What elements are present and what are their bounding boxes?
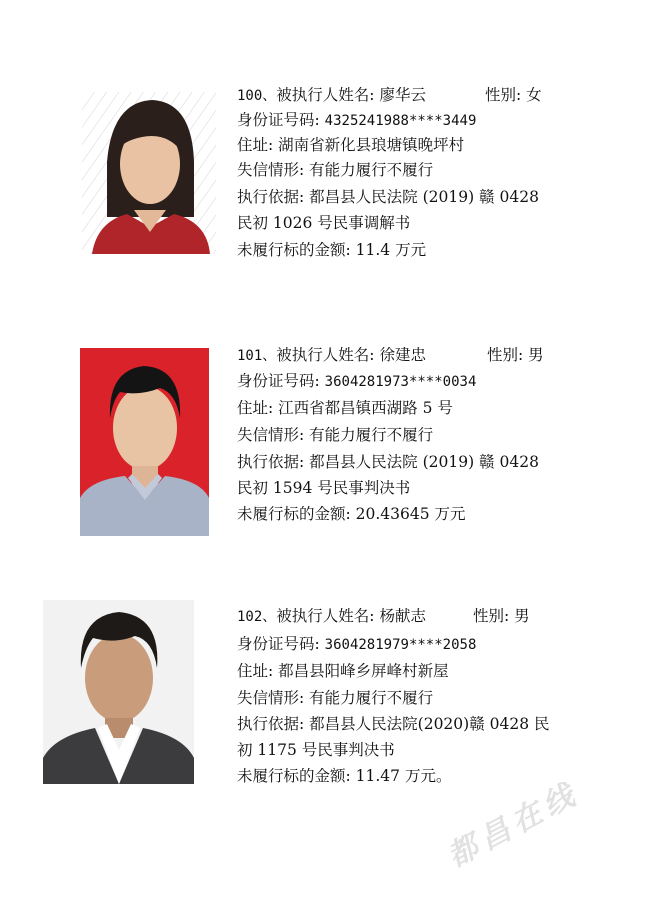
address-value: 都昌县阳峰乡屏峰村新屋 <box>278 662 449 680</box>
situation-line <box>237 157 433 183</box>
portrait-photo <box>82 92 216 254</box>
amount-line <box>237 501 466 527</box>
id-line <box>237 107 476 133</box>
basis-label: 执行依据: <box>237 453 310 471</box>
basis-value: 都昌县人民法院(2020)赣 0428 民 <box>309 715 550 733</box>
amount-label: 未履行标的金额: <box>237 505 356 523</box>
basis-line <box>237 184 539 210</box>
address-value: 江西省都昌镇西湖路 5 号 <box>278 399 453 417</box>
situation-value: 有能力履行不履行 <box>309 689 434 707</box>
address-line <box>237 658 449 684</box>
debtor-name: 廖华云 <box>379 86 426 104</box>
portrait-photo <box>43 600 194 784</box>
gender-line <box>487 342 544 368</box>
portrait-photo <box>80 348 209 536</box>
address-line <box>237 395 453 421</box>
amount-label: 未履行标的金额: <box>237 767 356 785</box>
gender-value: 男 <box>514 607 530 625</box>
amount-value: 11.47 万元。 <box>355 767 452 785</box>
amount-label: 未履行标的金额: <box>237 241 356 259</box>
amount-line <box>237 237 426 263</box>
gender-label: 性别: <box>487 346 529 364</box>
basis-value: 都昌县人民法院 (2019) 赣 0428 <box>309 188 539 206</box>
entry-index: 100、 <box>237 88 277 104</box>
gender-value: 女 <box>526 86 542 104</box>
situation-label: 失信情形: <box>237 161 310 179</box>
gender-line <box>473 603 530 629</box>
debtor-name: 徐建忠 <box>379 346 426 364</box>
id-line <box>237 631 476 657</box>
situation-value: 有能力履行不履行 <box>309 426 434 444</box>
amount-value: 11.4 万元 <box>355 241 427 259</box>
name-label: 被执行人姓名: <box>276 86 380 104</box>
basis-continuation: 初 1175 号民事判决书 <box>237 741 395 759</box>
basis-label: 执行依据: <box>237 188 310 206</box>
address-label: 住址: <box>237 662 279 680</box>
situation-line <box>237 422 433 448</box>
watermark-text: 都昌在线 <box>441 775 586 875</box>
debtor-name: 杨献志 <box>379 607 426 625</box>
name-label: 被执行人姓名: <box>276 607 380 625</box>
gender-label: 性别: <box>485 86 527 104</box>
id-number: 3604281973****0034 <box>324 374 477 390</box>
basis-value: 都昌县人民法院 (2019) 赣 0428 <box>309 453 539 471</box>
situation-value: 有能力履行不履行 <box>309 161 434 179</box>
id-label: 身份证号码: <box>237 635 325 653</box>
basis-continuation: 民初 1026 号民事调解书 <box>237 214 411 232</box>
basis-line-2 <box>237 475 410 501</box>
basis-continuation: 民初 1594 号民事判决书 <box>237 479 411 497</box>
basis-line-2 <box>237 210 410 236</box>
gender-value: 男 <box>528 346 544 364</box>
situation-line <box>237 685 433 711</box>
id-number: 4325241988****3449 <box>324 113 477 129</box>
basis-label: 执行依据: <box>237 715 310 733</box>
id-label: 身份证号码: <box>237 111 325 129</box>
name-line <box>237 82 426 108</box>
basis-line <box>237 449 539 475</box>
address-line <box>237 132 464 158</box>
entry-index: 102、 <box>237 609 277 625</box>
gender-label: 性别: <box>473 607 515 625</box>
address-label: 住址: <box>237 399 279 417</box>
entry-index: 101、 <box>237 348 277 364</box>
basis-line-2 <box>237 737 395 763</box>
name-line <box>237 342 426 368</box>
id-number: 3604281979****2058 <box>324 637 477 653</box>
name-label: 被执行人姓名: <box>276 346 380 364</box>
amount-line <box>237 763 451 789</box>
address-value: 湖南省新化县琅塘镇晚坪村 <box>278 136 465 154</box>
basis-line <box>237 711 550 737</box>
situation-label: 失信情形: <box>237 689 310 707</box>
address-label: 住址: <box>237 136 279 154</box>
name-line <box>237 603 426 629</box>
id-line <box>237 368 476 394</box>
id-label: 身份证号码: <box>237 372 325 390</box>
gender-line <box>485 82 542 108</box>
amount-value: 20.43645 万元 <box>355 505 466 523</box>
situation-label: 失信情形: <box>237 426 310 444</box>
